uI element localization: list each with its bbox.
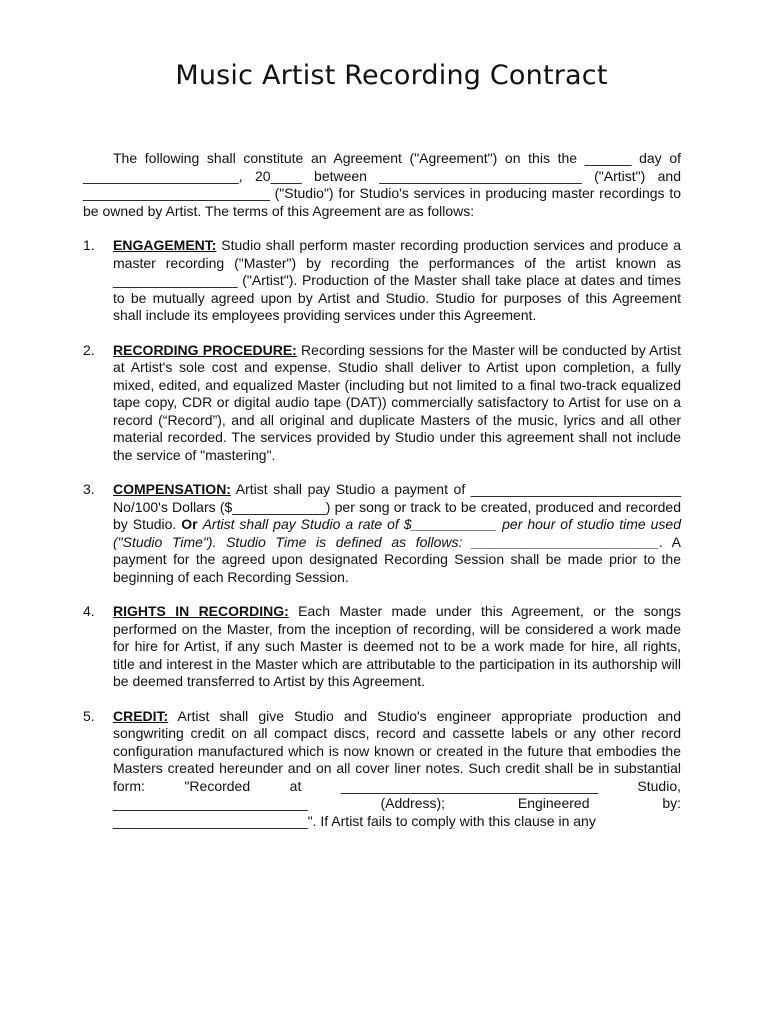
section-rights-in-recording xyxy=(83,603,681,691)
section-number: 3. xyxy=(83,481,95,497)
section-heading: ENGAGEMENT: xyxy=(113,237,217,253)
sections-list xyxy=(83,237,681,847)
section-heading: RIGHTS IN RECORDING: xyxy=(113,603,289,619)
section-number: 2. xyxy=(83,341,95,358)
document-title: Music Artist Recording Contract xyxy=(175,60,608,91)
section-heading: COMPENSATION: xyxy=(113,481,231,497)
section-number: 1. xyxy=(83,237,95,253)
or-label: Or xyxy=(181,516,198,532)
section-text: Each Master made under this Agreement, or the songs performed on the Master, from the inception of recording, will be considered a work made for hire for Artist, if any such Master is deemed not to be a work made for hire, all rights, title and interest in the Master which are attributable to the participation in its authorship will be deemed transferred to Artist by this Agreement. xyxy=(113,603,682,689)
intro-paragraph xyxy=(83,150,681,220)
section-text: Artist shall give Studio and Studio's engineer appropriate production and songwriting credit on all compact discs, record and cassette labels or any other record configuration manufactured which is now known or created in the future that embodies the Masters created hereunder and on all cover liner notes. Such credit shall be in substantial form: "Recorded at _________________________________ Studio, _________________________ (Address); Engineered by: _________________________". If Artist fails to comply with this clause in any xyxy=(113,707,681,829)
section-number: 4. xyxy=(83,603,95,619)
section-number: 5. xyxy=(83,707,95,724)
section-heading: CREDIT: xyxy=(113,707,169,724)
section-compensation xyxy=(83,481,681,586)
section-body xyxy=(113,708,681,831)
section-body xyxy=(113,481,681,586)
section-text-b: . A payment for the agreed upon designated Recording Session shall be made prior to the beginning of each Recording Session. xyxy=(113,533,681,585)
section-engagement xyxy=(83,237,681,325)
section-body xyxy=(113,603,681,691)
section-text: Studio shall perform master recording production services and produce a master recording ("Master") by recording the performances of the artist known as ________________ ("Artist"). Production of the Master shall take place at dates and times to be mutually agreed upon by Artist and Studio. Studio for purposes of this Agreement shall include its employees providing services under this Agreement. xyxy=(113,237,682,323)
section-recording-procedure xyxy=(83,342,681,465)
section-text-a: Artist shall pay Studio a payment of ___________________________ No/100's Dollars ($____________) per song or track to be created, produced and recorded by Studio. xyxy=(113,481,682,532)
section-body xyxy=(113,237,681,325)
intro-text: The following shall constitute an Agreement ("Agreement") on this the ______ day of ____________________, 20____ between __________________________ ("Artist") and ________________________ ("Studio") for Studio's services in producing master recordings to be owned by Artist. The terms of this Agreement are as follows: xyxy=(83,150,681,219)
section-credit xyxy=(83,708,681,831)
section-text-italic: Artist shall pay Studio a rate of $___________ per hour of studio time used ("Studio Time"). Studio Time is defined as follows: ________________________ xyxy=(113,516,681,550)
section-heading: RECORDING PROCEDURE: xyxy=(113,341,297,358)
section-text: Recording sessions for the Master will be conducted by Artist at Artist's sole cost and expense. Studio shall deliver to Artist upon completion, a fully mixed, edited, and equalized Master (including but not limited to a final two-track equalized tape copy, CDR or digital audio tape (DAT)) commercially satisfactory to Artist for use on a record (“Record”), and all original and duplicate Masters of the music, lyrics and all other material recorded. The services provided by Studio under this agreement shall not include the service of "mastering". xyxy=(113,341,682,463)
section-body xyxy=(113,342,681,465)
